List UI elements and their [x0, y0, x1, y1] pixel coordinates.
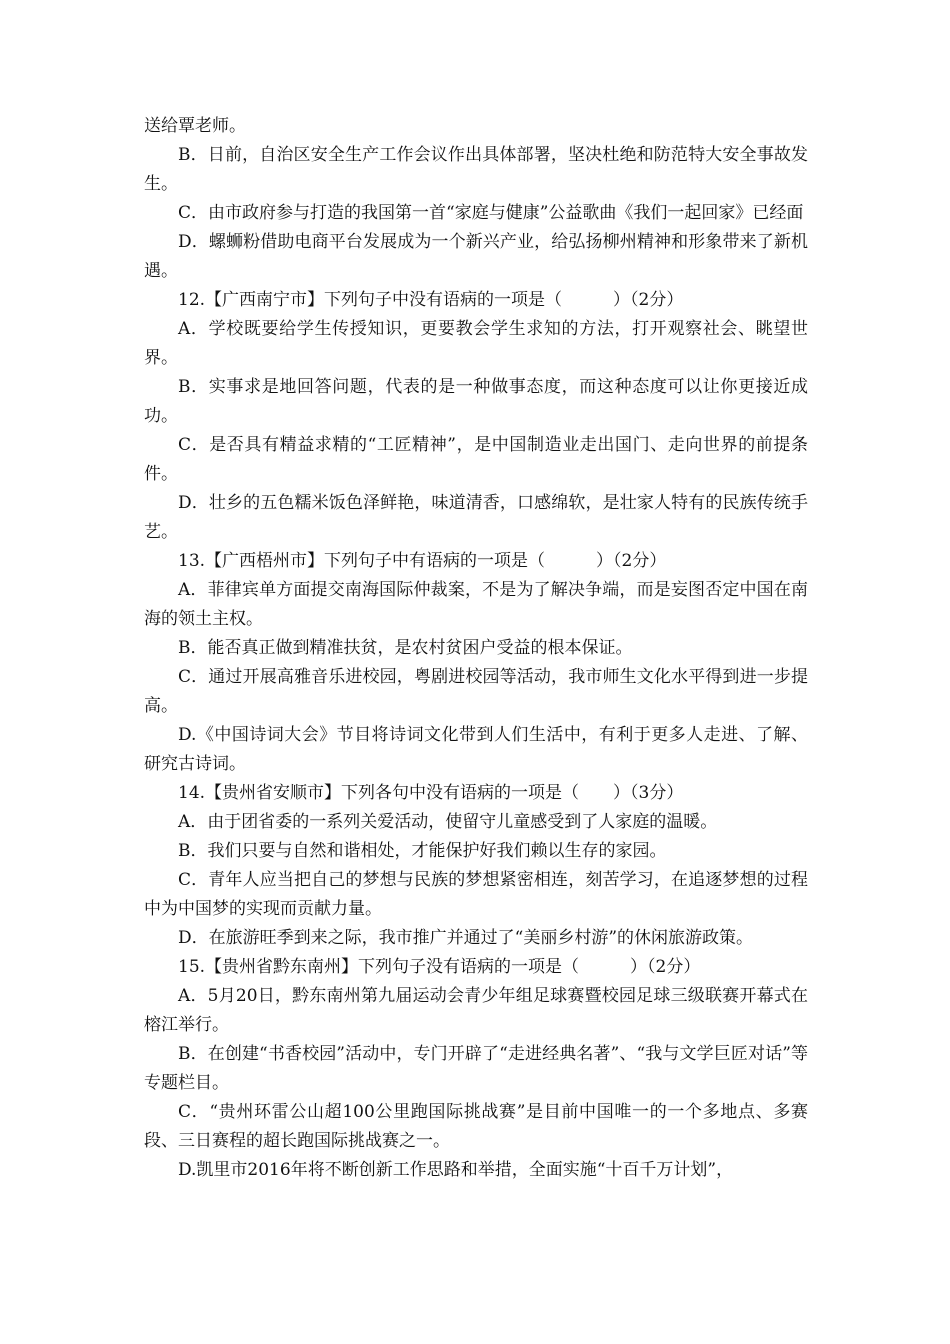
paragraph: 送给覃老师。: [144, 116, 246, 136]
option-c: C．是否具有精益求精的“工匠精神”，是中国制造业走出国门、走向世界的前提条件。: [144, 435, 808, 484]
option-a: A．5月20日，黔东南州第九届运动会青少年组足球赛暨校园足球三级联赛开幕式在榕江举行。: [144, 986, 808, 1035]
question-14: 14.【贵州省安顺市】下列各句中没有语病的一项是（ ）（3分）: [178, 783, 684, 803]
option-a: A．菲律宾单方面提交南海国际仲裁案，不是为了解决争端，而是妄图否定中国在南海的领土主权。: [144, 580, 808, 629]
question-12: 12.【广西南宁市】下列句子中没有语病的一项是（ ）（2分）: [178, 290, 684, 310]
document-body: [144, 112, 808, 1185]
option-d: D.凯里市2016年将不断创新工作思路和举措，全面实施“十百千万计划”，: [178, 1160, 734, 1180]
question-15: 15.【贵州省黔东南州】下列句子没有语病的一项是（ ）（2分）: [178, 957, 701, 977]
question-13: 13.【广西梧州市】下列句子中有语病的一项是（ ）（2分）: [178, 551, 667, 571]
option-d: D．壮乡的五色糯米饭色泽鲜艳，味道清香，口感绵软，是壮家人特有的民族传统手艺。: [144, 493, 808, 542]
option-b: B．我们只要与自然和谐相处，才能保护好我们赖以生存的家园。: [178, 841, 667, 861]
option-d: D.《中国诗词大会》节目将诗词文化带到人们生活中，有利于更多人走进、了解、研究古诗词。: [144, 725, 808, 774]
option-a: A．学校既要给学生传授知识，更要教会学生求知的方法，打开观察社会、眺望世界。: [144, 319, 808, 368]
option-b: B．实事求是地回答问题，代表的是一种做事态度，而这种态度可以让你更接近成功。: [144, 377, 808, 426]
option-d: D．在旅游旺季到来之际，我市推广并通过了“美丽乡村游”的休闲旅游政策。: [178, 928, 754, 948]
option-a: A．由于团省委的一系列关爱活动，使留守儿童感受到了人家庭的温暖。: [178, 812, 718, 832]
option-c: C．由市政府参与打造的我国第一首“家庭与健康”公益歌曲《我们一起回家》已经面: [178, 203, 804, 223]
option-b: B．日前，自治区安全生产工作会议作出具体部署，坚决杜绝和防范特大安全事故发生。: [144, 145, 808, 194]
option-b: B．在创建“书香校园”活动中，专门开辟了“走进经典名著”、“我与文学巨匠对话”等专题栏目。: [144, 1044, 808, 1093]
option-c: C．“贵州环雷公山超100公里跑国际挑战赛”是目前中国唯一的一个多地点、多赛段、三日赛程的超长跑国际挑战赛之一。: [144, 1102, 808, 1151]
option-c: C．通过开展高雅音乐进校园，粤剧进校园等活动，我市师生文化水平得到进一步提高。: [144, 667, 808, 716]
option-c: C．青年人应当把自己的梦想与民族的梦想紧密相连，刻苦学习，在追逐梦想的过程中为中国梦的实现而贡献力量。: [144, 870, 808, 919]
option-d: D．螺蛳粉借助电商平台发展成为一个新兴产业，给弘扬柳州精神和形象带来了新机遇。: [144, 232, 808, 281]
option-b: B．能否真正做到精准扶贫，是农村贫困户受益的根本保证。: [178, 638, 633, 658]
